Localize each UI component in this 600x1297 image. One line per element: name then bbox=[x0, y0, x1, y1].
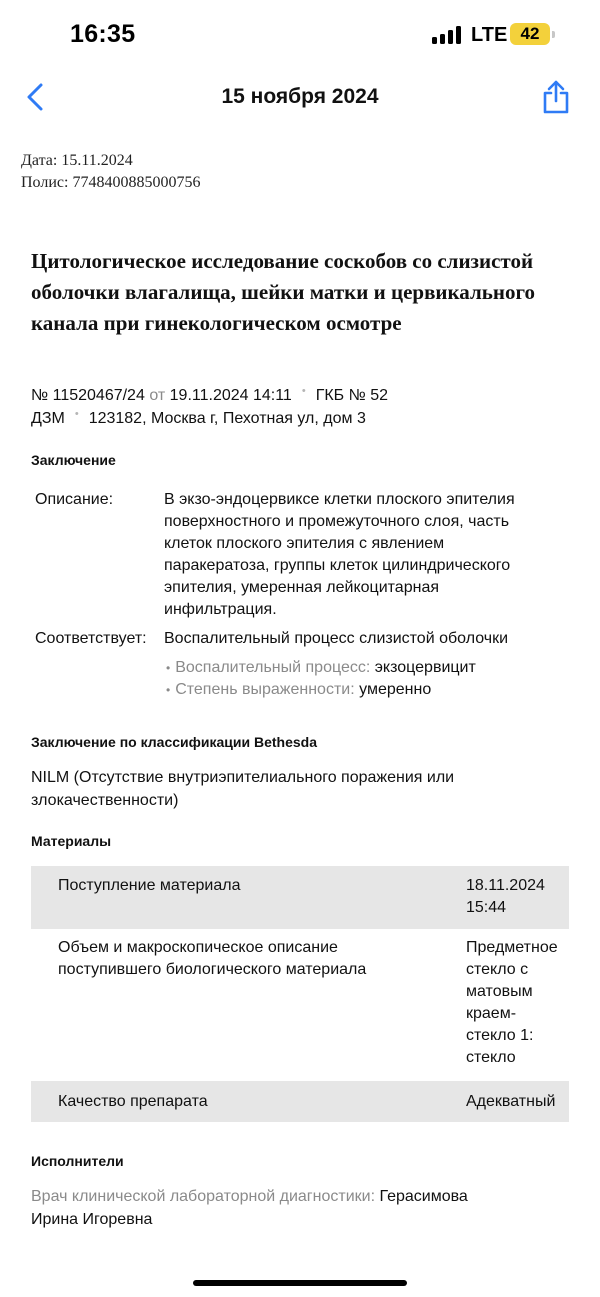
table-row bbox=[31, 866, 569, 929]
bethesda-line: NILM (Отсутствие внутриэпителиального поражения или bbox=[31, 769, 455, 786]
status-time: 16:35 bbox=[70, 20, 136, 48]
bullet-value: экзоцервицит bbox=[374, 659, 476, 676]
battery-level: 42 bbox=[520, 24, 540, 43]
corresponds-value: Воспалительный процесс слизистой оболочки bbox=[164, 630, 509, 647]
document-info bbox=[31, 385, 576, 431]
share-icon bbox=[541, 79, 571, 115]
performers-heading: Исполнители bbox=[31, 1153, 124, 1169]
page-title: 15 ноября 2024 bbox=[221, 85, 379, 108]
row-value bbox=[466, 875, 572, 919]
nav-bar bbox=[0, 72, 600, 122]
description-line: поверхностного и промежуточного слоя, часть bbox=[164, 513, 510, 530]
description-line: эпителия, умеренная лейкоцитарная bbox=[164, 579, 439, 596]
organization-address: 123182, Москва г, Пехотная ул, дом 3 bbox=[88, 410, 366, 427]
policy-line: Полис: 7748400885000756 bbox=[21, 174, 201, 191]
description-label: Описание: bbox=[35, 491, 114, 508]
corresponds-label: Соответствует: bbox=[35, 630, 147, 647]
separator-dot: • bbox=[74, 408, 79, 420]
bullet-dot: • bbox=[166, 661, 171, 675]
document-title: Цитологическое исследование соскобов со слизистой оболочки влагалища, шейки матки и цервикального канала при гинекологическом осмотре bbox=[31, 249, 535, 335]
table-row bbox=[31, 929, 569, 1081]
row-value-line: стекло bbox=[466, 1049, 516, 1066]
share-button[interactable] bbox=[541, 79, 571, 115]
row-value-line: краем- bbox=[466, 1005, 517, 1022]
row-value-line: Предметное bbox=[466, 939, 558, 956]
document-number: № 11520467/24 bbox=[31, 387, 145, 404]
bullet-value: умеренно bbox=[359, 681, 432, 698]
status-bar bbox=[0, 0, 600, 70]
description-line: инфильтрация. bbox=[164, 601, 277, 618]
bethesda-text bbox=[31, 766, 571, 812]
description-line: В экзо-эндоцервиксе клетки плоского эпителия bbox=[164, 491, 515, 508]
bullet-dot: • bbox=[166, 683, 171, 697]
table-row bbox=[31, 1081, 569, 1122]
separator-dot: • bbox=[301, 385, 306, 397]
battery-cap bbox=[552, 31, 555, 38]
row-value: Адекватный bbox=[466, 1093, 556, 1110]
row-label bbox=[58, 937, 366, 981]
network-type: LTE bbox=[471, 24, 508, 46]
bullet-item bbox=[166, 657, 476, 679]
performer-name-part2: Ирина Игоревна bbox=[31, 1211, 153, 1228]
row-label-line: поступившего биологического материала bbox=[58, 961, 367, 978]
row-label: Поступление материала bbox=[58, 877, 241, 894]
row-value-line: стекло 1: bbox=[466, 1027, 534, 1044]
performer-name-part1: Герасимова bbox=[379, 1188, 468, 1205]
row-value bbox=[466, 937, 572, 1069]
description-line: клеток плоского эпителия с явлением bbox=[164, 535, 445, 552]
home-indicator[interactable] bbox=[193, 1280, 407, 1286]
materials-heading: Материалы bbox=[31, 833, 112, 849]
description-value bbox=[164, 489, 574, 621]
bullet-item bbox=[166, 679, 431, 701]
row-label-line: Объем и макроскопическое описание bbox=[58, 939, 338, 956]
battery-icon bbox=[510, 23, 550, 45]
bullet-label: Воспалительный процесс: bbox=[175, 659, 371, 676]
row-value-line: стекло с bbox=[466, 961, 529, 978]
signal-icon bbox=[432, 26, 464, 44]
row-value-line: 15:44 bbox=[466, 899, 507, 916]
row-value-line: 18.11.2024 bbox=[466, 877, 545, 894]
organization-part1: ГКБ № 52 bbox=[315, 387, 389, 404]
from-word: от bbox=[149, 387, 166, 404]
row-value-line: матовым bbox=[466, 983, 533, 1000]
performer-entry bbox=[31, 1185, 571, 1231]
conclusion-heading: Заключение bbox=[31, 452, 116, 468]
performer-role: Врач клинической лабораторной диагностики: bbox=[31, 1188, 376, 1205]
bethesda-line: злокачественности) bbox=[31, 792, 179, 809]
organization-part2: ДЗМ bbox=[31, 410, 65, 427]
document-datetime: 19.11.2024 14:11 bbox=[169, 387, 292, 404]
date-line: Дата: 15.11.2024 bbox=[21, 152, 133, 169]
bethesda-heading: Заключение по классификации Bethesda bbox=[31, 734, 318, 750]
document-meta bbox=[21, 150, 200, 194]
bullet-label: Степень выраженности: bbox=[175, 681, 355, 698]
row-label: Качество препарата bbox=[58, 1093, 208, 1110]
description-line: паракератоза, группы клеток цилиндрического bbox=[164, 557, 511, 574]
